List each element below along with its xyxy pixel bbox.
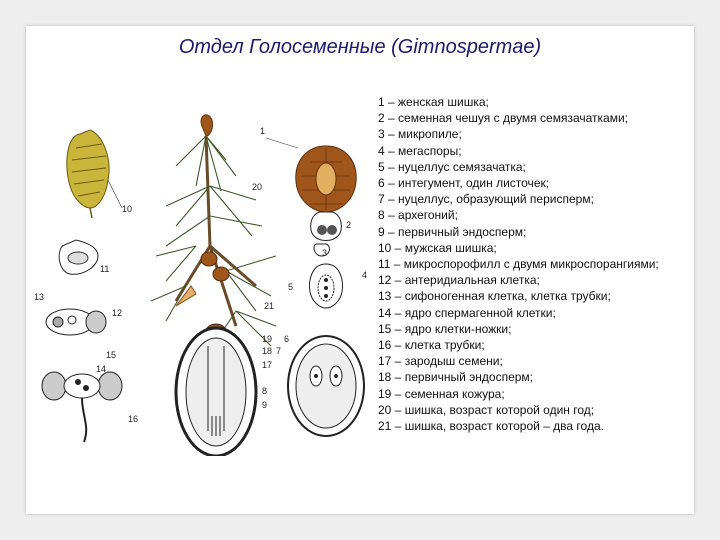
legend-item: 5 – нуцеллус семязачатка; xyxy=(378,159,526,174)
microsporophyll-drawing xyxy=(59,240,98,274)
legend-list xyxy=(378,94,684,434)
legend-item: 18 – первичный эндосперм; xyxy=(378,370,534,385)
legend-item: 16 – клетка трубки; xyxy=(378,338,485,353)
legend-item: 4 – мегаспоры; xyxy=(378,143,462,158)
gymnosperm-diagram xyxy=(26,96,376,456)
diagram-label: 16 xyxy=(128,414,139,424)
legend-item: 12 – антеридиальная клетка; xyxy=(378,273,540,288)
diagram-label: 20 xyxy=(252,182,263,192)
diagram-label: 11 xyxy=(100,264,110,274)
legend-item: 7 – нуцеллус, образующий перисперм; xyxy=(378,192,594,207)
legend-item: 19 – семенная кожура; xyxy=(378,386,505,401)
diagram-label: 14 xyxy=(96,364,107,374)
pollen-grain-drawing xyxy=(46,309,106,335)
legend-item: 2 – семенная чешуя с двумя семязачатками; xyxy=(378,111,628,126)
legend-item: 15 – ядро клетки-ножки; xyxy=(378,321,512,336)
seed-section-drawing xyxy=(176,328,256,456)
female-cone-drawing xyxy=(266,138,356,222)
legend-item: 8 – архегоний; xyxy=(378,208,458,223)
diagram-label: 21 xyxy=(264,301,275,311)
legend-item: 9 – первичный эндосперм; xyxy=(378,224,527,239)
diagram-label: 6 xyxy=(284,334,290,344)
legend-item: 13 – сифоногенная клетка, клетка трубки; xyxy=(378,289,611,304)
diagram-label: 12 xyxy=(112,308,123,318)
diagram-label: 19 xyxy=(262,334,273,344)
pine-branch-drawing xyxy=(151,115,276,346)
ovule-section-drawing xyxy=(288,336,364,436)
male-cone-drawing xyxy=(67,130,122,218)
legend-item: 3 – микропиле; xyxy=(378,127,462,142)
legend-item: 1 – женская шишка; xyxy=(378,95,489,109)
legend-item: 14 – ядро спермагенной клетки; xyxy=(378,305,556,320)
diagram-label: 2 xyxy=(346,220,352,230)
diagram-label: 18 xyxy=(262,346,273,356)
diagram-label: 17 xyxy=(262,360,273,370)
legend-item: 11 – микроспорофилл с двумя микроспорангиями; xyxy=(378,257,659,272)
ovule-drawing xyxy=(310,264,343,308)
diagram-label: 8 xyxy=(262,386,268,396)
legend-item: 21 – шишка, возраст которой – два года. xyxy=(378,419,604,434)
diagram-label: 7 xyxy=(276,346,282,356)
slide xyxy=(26,26,694,514)
diagram-label: 10 xyxy=(122,204,133,214)
legend-item: 17 – зародыш семени; xyxy=(378,354,503,369)
diagram-label: 4 xyxy=(362,270,368,280)
legend-item: 20 – шишка, возраст которой один год; xyxy=(378,402,595,417)
diagram-label: 9 xyxy=(262,400,268,410)
slide-title: Отдел Голосеменные (Gimnospermae) xyxy=(178,36,542,58)
diagram-label: 13 xyxy=(34,292,45,302)
diagram-label: 1 xyxy=(260,126,266,136)
legend-item: 10 – мужская шишка; xyxy=(378,240,497,255)
germinating-pollen-drawing xyxy=(42,372,122,442)
diagram-label: 15 xyxy=(106,350,117,360)
diagram-label: 5 xyxy=(288,282,294,292)
legend-item: 6 – интегумент, один листочек; xyxy=(378,176,550,191)
diagram-label: 3 xyxy=(322,248,328,258)
